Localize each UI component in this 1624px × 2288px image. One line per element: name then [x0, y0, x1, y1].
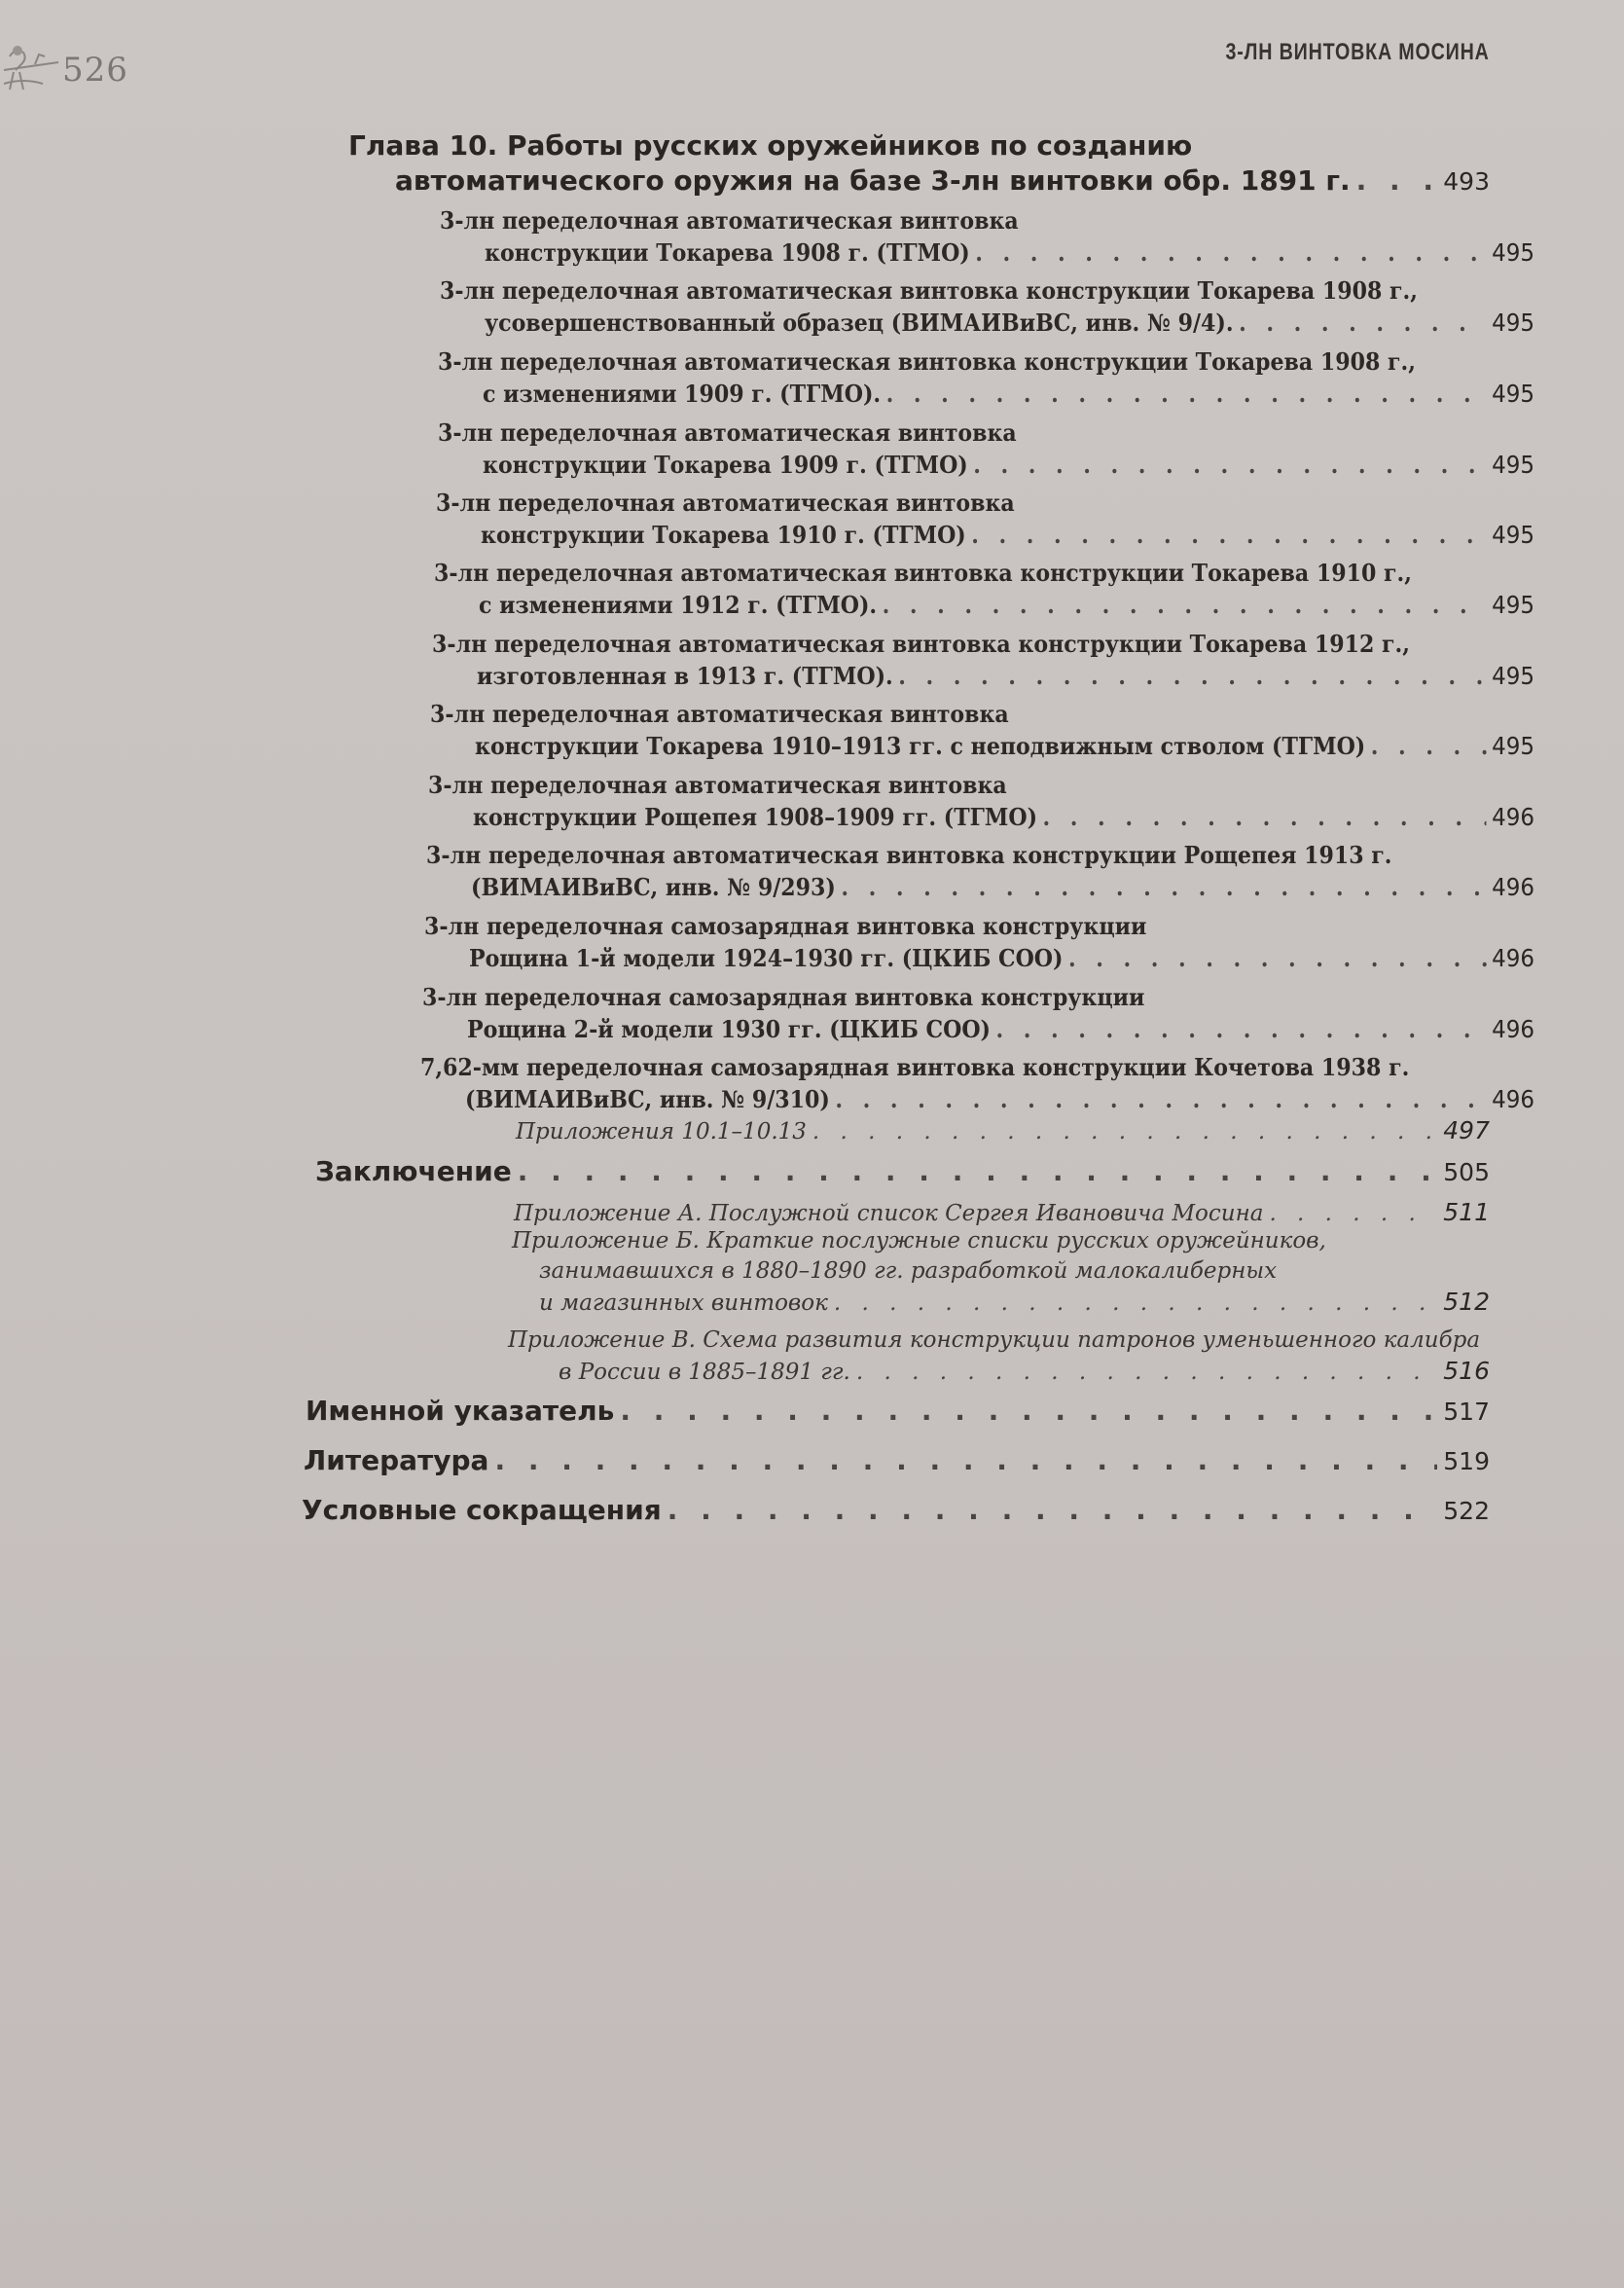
- toc-entry-text: 3-лн переделочная автоматическая винтовка конструкции Токарева 1908 г.,: [440, 276, 1418, 305]
- toc-entry-chapter-10[interactable]: [348, 128, 1490, 200]
- toc-page-number: 495: [1492, 380, 1535, 408]
- leader-dots: [1043, 801, 1487, 833]
- toc-page-number: 495: [1492, 309, 1535, 337]
- leader-dots: [886, 378, 1487, 410]
- toc-entry-text: конструкции Рощепея 1908–1909 гг. (ТГМО): [473, 803, 1038, 831]
- toc-page-number: 495: [1492, 521, 1535, 549]
- toc-entry-section[interactable]: [438, 417, 1535, 481]
- toc-entry-text: в России в 1885–1891 гг.: [559, 1360, 850, 1385]
- toc-page-number: 496: [1492, 944, 1535, 972]
- toc-entry-section[interactable]: [440, 274, 1535, 339]
- toc-entry-text: 3-лн переделочная автоматическая винтовка конструкции Токарева 1912 г.,: [432, 630, 1410, 658]
- toc-entry-appendix[interactable]: [516, 1115, 1490, 1147]
- toc-entry-text: 3-лн переделочная самозарядная винтовка конструкции: [424, 912, 1147, 940]
- toc-entry-section[interactable]: [424, 910, 1535, 974]
- toc-entry-text: конструкции Токарева 1909 г. (ТГМО): [483, 451, 968, 479]
- toc-page-number: 495: [1492, 591, 1535, 619]
- running-title: 3-ЛН ВИНТОВКА МОСИНА: [1225, 39, 1490, 65]
- leader-dots: [975, 236, 1486, 269]
- toc-page-number: 522: [1443, 1497, 1490, 1525]
- leader-dots: [1371, 730, 1487, 762]
- toc-entry-text: 3-лн переделочная самозарядная винтовка конструкции: [422, 983, 1145, 1011]
- toc-entry-text: Приложение А. Послужной список Сергея Ивановича Мосина: [514, 1201, 1264, 1226]
- toc-entry-text: 3-лн переделочная автоматическая винтовка: [428, 771, 1007, 799]
- leader-dots: [668, 1493, 1438, 1528]
- toc-entry-section[interactable]: [420, 1051, 1535, 1115]
- toc-page-number: 512: [1443, 1288, 1490, 1316]
- toc-entry-text: 3-лн переделочная автоматическая винтовка: [440, 206, 1019, 235]
- leader-dots: [494, 1443, 1437, 1478]
- leader-dots: [835, 1083, 1486, 1115]
- toc-page-number: 495: [1492, 732, 1535, 760]
- toc-entry-text: 3-лн переделочная автоматическая винтовка конструкции Рощепея 1913 г.: [426, 841, 1392, 869]
- toc-page-number: 493: [1443, 167, 1490, 196]
- toc-entry-text: изготовленная в 1913 г. (ТГМО).: [477, 662, 893, 690]
- toc-entry-text: конструкции Токарева 1910 г. (ТГМО): [481, 521, 966, 549]
- toc-entry-abbreviations[interactable]: [302, 1493, 1490, 1529]
- leader-dots: [841, 871, 1486, 903]
- toc-entry-text: 3-лн переделочная автоматическая винтовка конструкции Токарева 1910 г.,: [434, 559, 1412, 587]
- toc-page-number: 511: [1443, 1198, 1490, 1226]
- rifleman-ornament-icon: [0, 37, 62, 95]
- toc-page-number: 497: [1443, 1116, 1490, 1144]
- toc-page-number: 505: [1443, 1158, 1490, 1186]
- toc-entry-section[interactable]: [438, 345, 1535, 410]
- leader-dots: [620, 1394, 1437, 1429]
- toc-entry-section[interactable]: [440, 204, 1535, 269]
- leader-dots: [1068, 942, 1487, 974]
- toc-page-number: 495: [1492, 238, 1535, 267]
- toc-entry-text: Литература: [304, 1444, 489, 1476]
- toc-entry-text: Рощина 2-й модели 1930 гг. (ЦКИБ СОО): [467, 1015, 991, 1043]
- toc-entry-text: Приложение Б. Краткие послужные списки русских оружейников,: [512, 1228, 1326, 1253]
- toc-page-number: 517: [1443, 1398, 1490, 1426]
- page-number: 526: [62, 51, 128, 90]
- toc-entry-text: усовершенствованный образец (ВИМАИВиВС, инв. № 9/4).: [485, 309, 1234, 337]
- toc-entry-text: занимавшихся в 1880–1890 гг. разработкой малокалиберных: [539, 1258, 1278, 1284]
- toc-entry-text: Приложения 10.1–10.13: [516, 1119, 807, 1144]
- leader-dots: [1356, 163, 1438, 199]
- leader-dots: [973, 449, 1486, 481]
- toc-entry-conclusion[interactable]: [315, 1154, 1490, 1190]
- toc-page-number: 519: [1443, 1447, 1490, 1475]
- toc-entry-section[interactable]: [434, 557, 1535, 621]
- page-header: [0, 0, 1624, 107]
- leader-dots: [883, 589, 1487, 621]
- toc-entry-text: (ВИМАИВиВС, инв. № 9/293): [471, 873, 836, 901]
- toc-entry-text: автоматического оружия на базе 3-лн винтовки обр. 1891 г.: [395, 164, 1351, 197]
- toc-entry-text: конструкции Токарева 1908 г. (ТГМО): [485, 238, 970, 267]
- toc-entry-appendix-a[interactable]: [514, 1197, 1490, 1229]
- leader-dots: [1239, 307, 1487, 339]
- leader-dots: [898, 660, 1486, 692]
- toc-entry-text: конструкции Токарева 1910–1913 гг. с неподвижным стволом (ТГМО): [475, 732, 1366, 760]
- toc-entry-text: 3-лн переделочная автоматическая винтовка: [430, 700, 1009, 728]
- toc-entry-text: 3-лн переделочная автоматическая винтовка конструкции Токарева 1908 г.,: [438, 347, 1416, 376]
- toc-entry-text: (ВИМАИВиВС, инв. № 9/310): [465, 1085, 830, 1113]
- toc-entry-text: Рощина 1-й модели 1924–1930 гг. (ЦКИБ СОО): [469, 944, 1064, 972]
- toc-entry-appendix-v[interactable]: [508, 1326, 1490, 1388]
- leader-dots: [996, 1013, 1487, 1045]
- toc-page-number: 496: [1492, 873, 1535, 901]
- leader-dots: [812, 1117, 1437, 1147]
- leader-dots: [971, 519, 1486, 551]
- toc-entry-text: с изменениями 1909 г. (ТГМО).: [483, 380, 882, 408]
- leader-dots: [834, 1289, 1437, 1319]
- toc-page-number: 495: [1492, 662, 1535, 690]
- toc-entry-text: 3-лн переделочная автоматическая винтовка: [436, 489, 1015, 517]
- toc-page-number: 496: [1492, 1085, 1535, 1113]
- toc-entry-section[interactable]: [430, 698, 1535, 762]
- leader-dots: [518, 1154, 1438, 1189]
- toc-entry-section[interactable]: [426, 839, 1535, 903]
- toc-entry-section[interactable]: [432, 628, 1535, 692]
- toc-page-number: 516: [1443, 1357, 1490, 1385]
- toc-entry-text: Именной указатель: [306, 1395, 615, 1427]
- toc-entry-text: и магазинных винтовок: [539, 1290, 828, 1316]
- toc-page-number: 496: [1492, 803, 1535, 831]
- toc-entry-text: Условные сокращения: [302, 1494, 662, 1526]
- toc-page-number: 496: [1492, 1015, 1535, 1043]
- toc-entry-text: Глава 10. Работы русских оружейников по созданию: [348, 129, 1193, 162]
- leader-dots: [1269, 1199, 1437, 1229]
- toc-entry-text: 7,62-мм переделочная самозарядная винтовка конструкции Кочетова 1938 г.: [420, 1053, 1410, 1081]
- toc-entry-name-index[interactable]: [306, 1394, 1490, 1430]
- toc-entry-appendix-b[interactable]: [512, 1226, 1490, 1319]
- toc-page-number: 495: [1492, 451, 1535, 479]
- toc-entry-section[interactable]: [422, 981, 1535, 1045]
- toc-entry-section[interactable]: [428, 769, 1535, 833]
- toc-entry-text: 3-лн переделочная автоматическая винтовка: [438, 418, 1017, 447]
- toc-entry-section[interactable]: [436, 487, 1535, 551]
- toc-entry-text: Приложение В. Схема развития конструкции патронов уменьшенного калибра: [508, 1327, 1481, 1353]
- leader-dots: [856, 1358, 1437, 1388]
- toc-entry-text: Заключение: [315, 1155, 512, 1187]
- toc-entry-text: с изменениями 1912 г. (ТГМО).: [479, 591, 878, 619]
- toc-entry-literature[interactable]: [304, 1443, 1490, 1479]
